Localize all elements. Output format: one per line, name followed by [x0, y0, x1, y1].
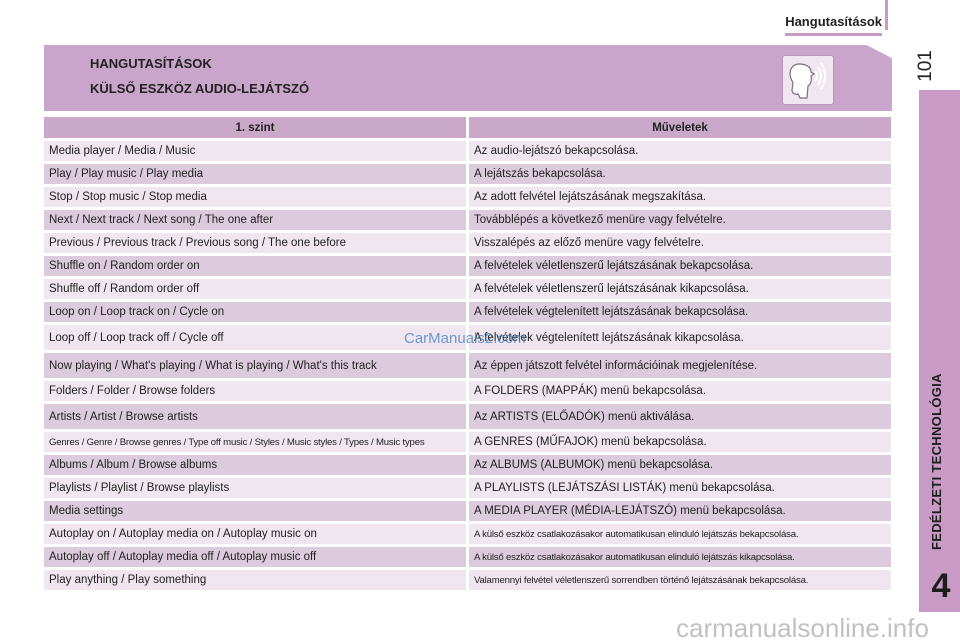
command-cell: Playlists / Playlist / Browse playlists	[44, 478, 466, 498]
command-cell: Play anything / Play something	[44, 570, 466, 590]
column-header-actions: Műveletek	[469, 117, 891, 138]
command-cell: Autoplay off / Autoplay media off / Autoplay music off	[44, 547, 466, 567]
action-cell: Az audio-lejátszó bekapcsolása.	[469, 141, 891, 161]
action-cell: Visszalépés az előző menüre vagy felvételre.	[469, 233, 891, 253]
watermark-overlay: CarManuals2.com	[404, 330, 526, 347]
table-row	[44, 524, 891, 544]
action-cell: Továbblépés a következő menüre vagy felvételre.	[469, 210, 891, 230]
action-cell: A FOLDERS (MAPPÁK) menü bekapcsolása.	[469, 381, 891, 401]
table-row	[44, 256, 891, 276]
table-row	[44, 455, 891, 475]
action-cell: A felvételek végtelenített lejátszásának kikapcsolása.	[469, 325, 891, 350]
table-row	[44, 233, 891, 253]
top-divider	[885, 0, 888, 30]
action-cell: A lejátszás bekapcsolása.	[469, 164, 891, 184]
header-banner	[44, 45, 892, 111]
command-cell: Loop off / Loop track off / Cycle off	[44, 325, 466, 350]
action-cell: Az ARTISTS (ELŐADÓK) menü aktiválása.	[469, 404, 891, 429]
table-row	[44, 302, 891, 322]
section-title: Hangutasítások	[785, 14, 882, 36]
page-number: 101	[915, 50, 936, 82]
action-cell: Valamennyi felvétel véletlenszerű sorrendben történő lejátszásának bekapcsolása.	[469, 570, 891, 590]
action-cell: A felvételek véletlenszerű lejátszásának kikapcsolása.	[469, 279, 891, 299]
table-row	[44, 353, 891, 378]
action-cell: A felvételek véletlenszerű lejátszásának bekapcsolása.	[469, 256, 891, 276]
table-row	[44, 381, 891, 401]
table-header-row	[44, 117, 891, 138]
table-row	[44, 547, 891, 567]
chapter-number: 4	[931, 567, 951, 605]
command-cell: Play / Play music / Play media	[44, 164, 466, 184]
action-cell: Az éppen játszott felvétel információinak megjelenítése.	[469, 353, 891, 378]
table-row	[44, 279, 891, 299]
action-cell: A felvételek végtelenített lejátszásának bekapcsolása.	[469, 302, 891, 322]
action-cell: A külső eszköz csatlakozásakor automatikusan elinduló lejátszás kikapcsolása.	[469, 547, 891, 567]
command-cell: Stop / Stop music / Stop media	[44, 187, 466, 207]
command-cell: Autoplay on / Autoplay media on / Autoplay music on	[44, 524, 466, 544]
command-cell: Media player / Media / Music	[44, 141, 466, 161]
command-cell: Shuffle off / Random order off	[44, 279, 466, 299]
table-row	[44, 141, 891, 161]
table-row	[44, 164, 891, 184]
command-cell: Loop on / Loop track on / Cycle on	[44, 302, 466, 322]
action-cell: A GENRES (MŰFAJOK) menü bekapcsolása.	[469, 432, 891, 452]
voice-commands-table	[44, 117, 891, 593]
chapter-label: FEDÉLZETI TECHNOLÓGIA	[929, 373, 944, 550]
action-cell: A PLAYLISTS (LEJÁTSZÁSI LISTÁK) menü bekapcsolása.	[469, 478, 891, 498]
command-cell: Media settings	[44, 501, 466, 521]
action-cell: Az adott felvétel lejátszásának megszakítása.	[469, 187, 891, 207]
action-cell: A MEDIA PLAYER (MÉDIA-LEJÁTSZÓ) menü bekapcsolása.	[469, 501, 891, 521]
action-cell: A külső eszköz csatlakozásakor automatikusan elinduló lejátszás bekapcsolása.	[469, 524, 891, 544]
watermark-footer: carmanualsonline.info	[676, 613, 929, 643]
command-cell: Now playing / What's playing / What is playing / What's this track	[44, 353, 466, 378]
command-cell: Artists / Artist / Browse artists	[44, 404, 466, 429]
table-row	[44, 501, 891, 521]
table-row	[44, 187, 891, 207]
table-row	[44, 478, 891, 498]
command-cell: Next / Next track / Next song / The one after	[44, 210, 466, 230]
page-title: HANGUTASÍTÁSOK	[90, 56, 212, 71]
table-row	[44, 570, 891, 590]
page-subtitle: KÜLSŐ ESZKÖZ AUDIO-LEJÁTSZÓ	[90, 81, 310, 96]
table-row	[44, 210, 891, 230]
command-cell: Previous / Previous track / Previous song / The one before	[44, 233, 466, 253]
command-cell: Albums / Album / Browse albums	[44, 455, 466, 475]
command-cell: Shuffle on / Random order on	[44, 256, 466, 276]
command-cell: Genres / Genre / Browse genres / Type off music / Styles / Music styles / Types / Music types	[44, 432, 466, 452]
command-cell: Folders / Folder / Browse folders	[44, 381, 466, 401]
table-row	[44, 432, 891, 452]
voice-command-icon	[782, 55, 834, 105]
table-row	[44, 404, 891, 429]
action-cell: Az ALBUMS (ALBUMOK) menü bekapcsolása.	[469, 455, 891, 475]
column-header-level: 1. szint	[44, 117, 466, 138]
